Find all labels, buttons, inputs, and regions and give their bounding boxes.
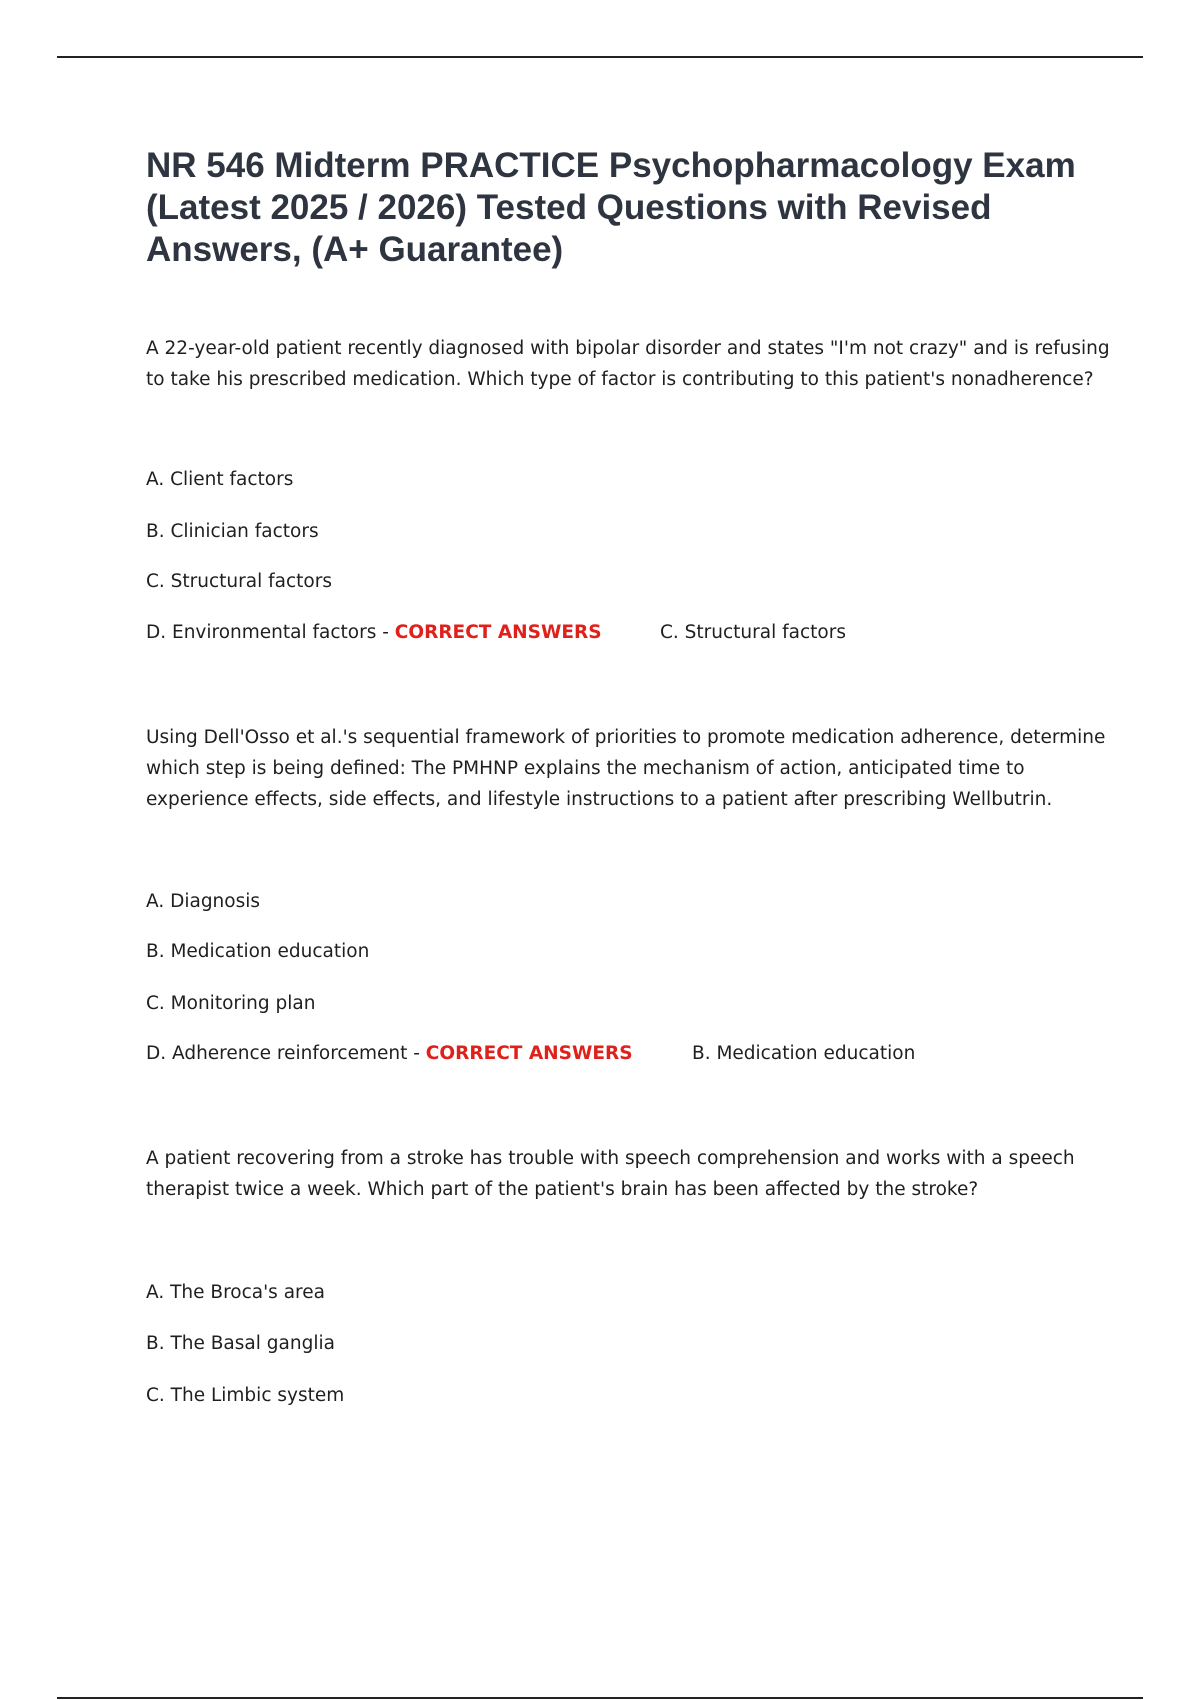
question-1-option-a: A. Client factors (146, 469, 294, 490)
question-1-option-d-text: D. Environmental factors - (146, 622, 395, 643)
question-2-option-d-text: D. Adherence reinforcement - (146, 1043, 426, 1064)
question-3-line-1: A patient recovering from a stroke has trouble with speech comprehension and works with a speech (146, 1148, 1075, 1169)
question-2-line-1: Using Dell'Osso et al.'s sequential framework of priorities to promote medication adherence, determine (146, 727, 1106, 748)
question-1-option-c: C. Structural factors (146, 571, 332, 592)
top-rule (57, 56, 1143, 58)
question-2-correct-label: CORRECT ANSWERS (425, 1043, 633, 1064)
question-2-option-b: B. Medication education (146, 941, 370, 962)
question-1-correct-label: CORRECT ANSWERS (394, 622, 602, 643)
question-1-line-1: A 22-year-old patient recently diagnosed with bipolar disorder and states "I'm not crazy" and is refusing (146, 338, 1110, 359)
question-2-line-3: experience effects, side effects, and lifestyle instructions to a patient after prescribing Wellbutrin. (146, 789, 1053, 810)
question-1-option-b: B. Clinician factors (146, 521, 319, 542)
question-2-line-2: which step is being defined: The PMHNP explains the mechanism of action, anticipated time to (146, 758, 1025, 779)
question-1-line-2: to take his prescribed medication. Which type of factor is contributing to this patient's nonadherence? (146, 369, 1094, 390)
question-3-option-a: A. The Broca's area (146, 1282, 325, 1303)
question-2-option-a: A. Diagnosis (146, 891, 261, 912)
bottom-rule (57, 1697, 1143, 1699)
question-1-text (146, 333, 1110, 395)
question-2-text (146, 722, 1105, 815)
question-1-option-d (146, 621, 602, 645)
question-1-answer: C. Structural factors (660, 622, 846, 643)
question-2-option-d (146, 1042, 633, 1066)
question-3-text (146, 1143, 1075, 1205)
question-2-option-c: C. Monitoring plan (146, 993, 316, 1014)
question-3-option-c: C. The Limbic system (146, 1385, 345, 1406)
question-3-option-b: B. The Basal ganglia (146, 1333, 335, 1354)
question-3-line-2: therapist twice a week. Which part of the patient's brain has been affected by the stroke? (146, 1179, 979, 1200)
question-2-answer: B. Medication education (692, 1043, 916, 1064)
document-title: NR 546 Midterm PRACTICE Psychopharmacology Exam (Latest 2025 / 2026) Tested Questions with Revised Answers, (A+ Guarantee) (146, 146, 1076, 269)
